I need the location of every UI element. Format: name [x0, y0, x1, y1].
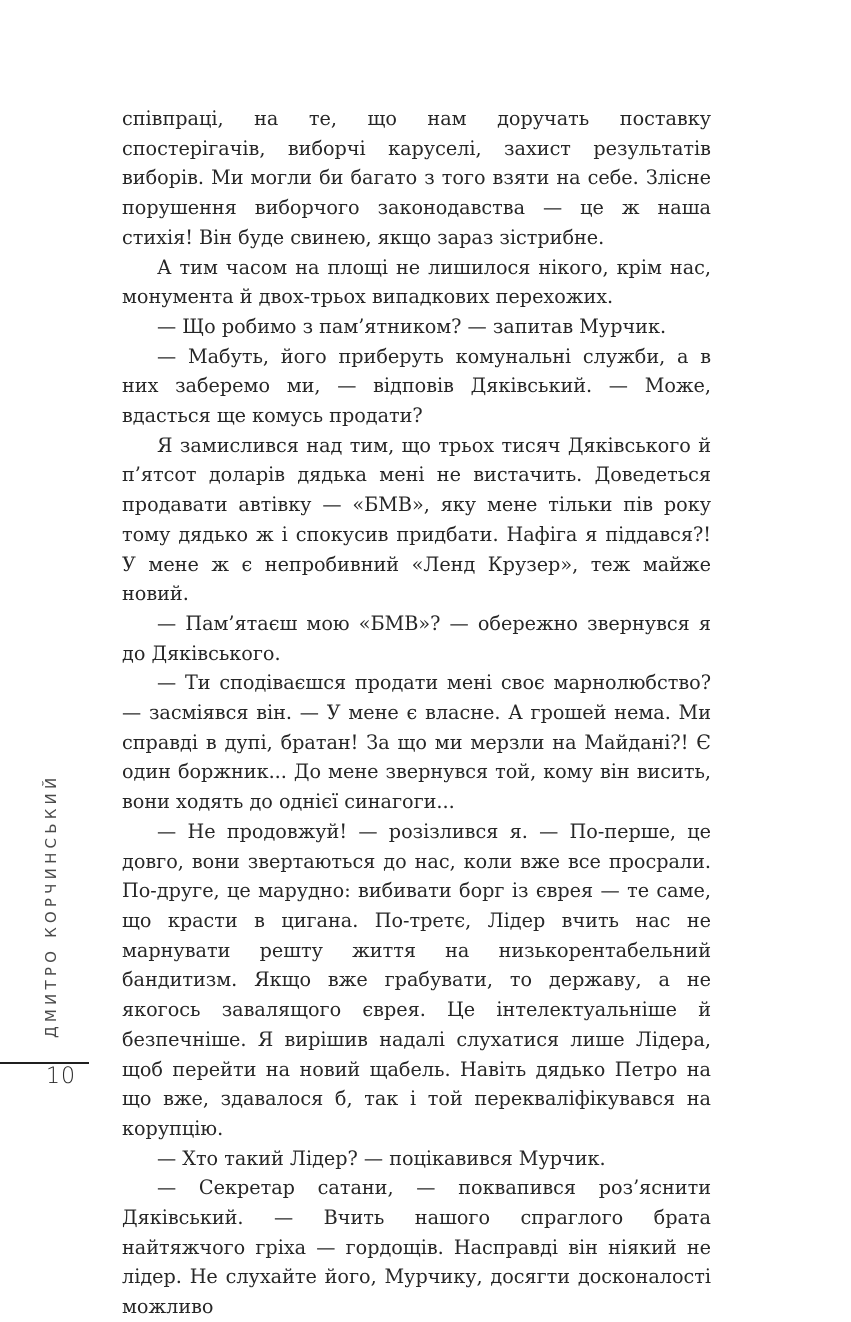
dialogue-line: — Пам’ятаєш мою «БМВ»? — обережно звернувся я до Дяківського.: [122, 611, 711, 665]
dialogue-line: — Мабуть, його приберуть комунальні служби, а в них заберемо ми, — відповів Дяківський. — Може, вдасться ще комусь продати?: [122, 344, 711, 428]
paragraph: Я замислився над тим, що трьох тисяч Дяківського й п’ятсот доларів дядька мені не вистачить. Доведеться продавати автівку — «БМВ», яку мене тільки пів року тому дядько ж і спокусив придбати. Нафіга я піддався?! У мене ж є непробивний «Ленд Крузер», теж майже новий.: [122, 433, 711, 606]
body-text: [122, 104, 711, 1322]
dialogue-line: — Не продовжуй! — розізлився я. — По-перше, це довго, вони звертаються до нас, коли вже все просрали. По-друге, це марудно: вибивати борг із єврея — те саме, що красти в цигана. По-третє, Лідер вчить нас не марнувати решту життя на низькорентабельний бандитизм. Якщо вже грабувати, то державу, а не якогось завалящого єврея. Це інтелектуальніше й безпечніше. Я вирішив надалі слухатися лише Лідера, щоб перейти на новий щабель. Навіть дядько Петро на що вже, здавалося б, так і той перекваліфікувався на корупцію.: [122, 819, 711, 1140]
running-head-author: ДМИТРО КОРЧИНСЬКИЙ: [42, 773, 60, 1038]
dialogue-line: — Що робимо з пам’ятником? — запитав Мурчик.: [157, 314, 667, 338]
dialogue-line: — Ти сподіваєшся продати мені своє марнолюбство? — засміявся він. — У мене є власне. А грошей нема. Ми справді в дупі, братан! За що ми мерзли на Майдані?! Є один боржник... До мене звернувся той, кому він висить, вони ходять до однієї синагоги...: [122, 671, 711, 814]
dialogue-line: — Хто такий Лідер? — поцікавився Мурчик.: [157, 1146, 606, 1170]
dialogue-line: — Секретар сатани, — поквапився роз’яснити Дяківський. — Вчить нашого спраглого брата найтяжчого гріха — гордощів. Насправді він ніякий не лідер. Не слухайте його, Мурчику, досягти досконалості можливо: [122, 1176, 711, 1319]
paragraph-continuation: співпраці, на те, що нам доручать поставку спостерігачів, виборчі каруселі, захист результатів виборів. Ми могли би багато з того взяти на себе. Злісне порушення виборчого законодавства — це ж наша стихія! Він буде свинею, якщо зараз зістрибне.: [122, 107, 711, 249]
paragraph: А тим часом на площі не лишилося нікого, крім нас, монумента й двох-трьох випадкових перехожих.: [122, 255, 711, 309]
page-number: 10: [46, 1064, 76, 1089]
